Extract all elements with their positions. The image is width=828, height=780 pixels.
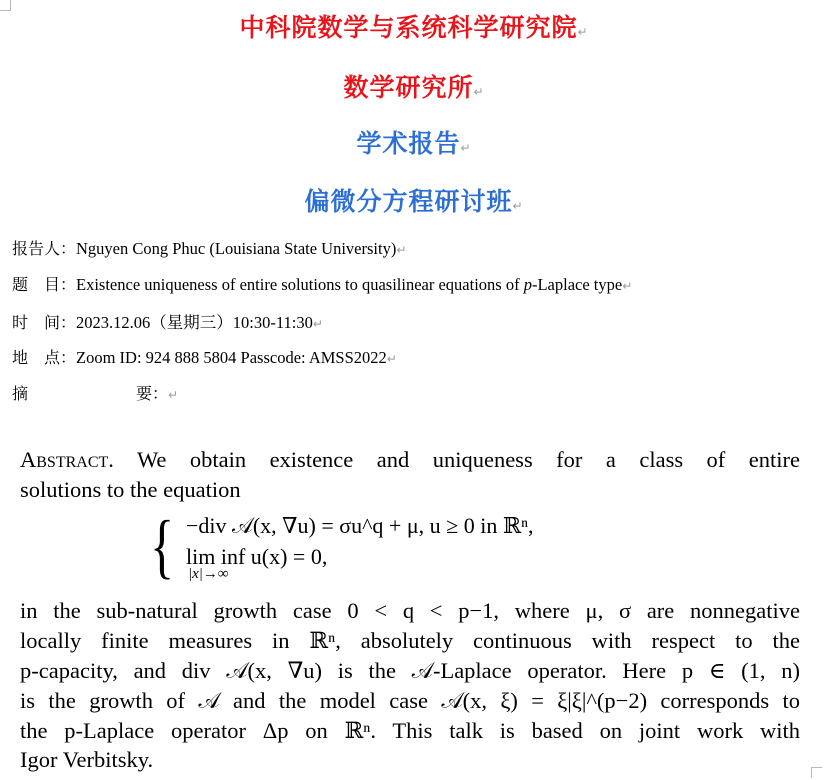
paragraph-mark-icon: ↵	[396, 243, 407, 257]
paragraph-mark-icon: ↵	[386, 352, 397, 366]
abstract-label-line	[12, 381, 178, 404]
abstract-heading: Abstract.	[20, 447, 114, 472]
abstract-line-6: is the growth of 𝒜 and the model case 𝒜(x, ξ) = ξ|ξ|^(p−2) corresponds to	[20, 688, 800, 713]
abstract-line-1: Abstract. We obtain existence and uniqueness for a class of entire	[20, 447, 800, 472]
report-type-heading: 学术报告↵	[356, 129, 472, 158]
abstract-label-a: 摘	[12, 384, 29, 403]
page-corner-mark	[811, 767, 822, 778]
title-line	[12, 272, 632, 295]
paragraph-mark-icon: ↵	[460, 141, 472, 155]
abstract-line-5: p-capacity, and div 𝒜(x, ∇u) is the 𝒜-Laplace operator. Here p ∈ (1, n)	[20, 658, 800, 683]
speaker-value: Nguyen Cong Phuc (Louisiana State University)	[76, 239, 397, 258]
department-heading: 数学研究所↵	[343, 73, 485, 102]
speaker-line	[12, 236, 406, 259]
paragraph-mark-icon: ↵	[168, 388, 179, 402]
time-label: 时 间：	[12, 313, 77, 332]
time-value: 2023.12.06（星期三）10:30-11:30	[76, 313, 313, 332]
paragraph-mark-icon: ↵	[473, 85, 485, 99]
abstract-line-8: Igor Verbitsky.	[20, 747, 154, 772]
title-label: 题 目：	[12, 275, 77, 294]
equation-line-2: lim inf u(x) = 0,	[186, 544, 328, 569]
title-value-pre: Existence uniqueness of entire solutions to quasilinear equations of	[76, 275, 524, 294]
paragraph-mark-icon: ↵	[312, 317, 323, 331]
paragraph-mark-icon: ↵	[577, 25, 589, 39]
place-label: 地 点：	[12, 348, 77, 367]
seminar-heading: 偏微分方程研讨班↵	[304, 187, 524, 216]
abstract-line-2: solutions to the equation	[20, 477, 241, 502]
abstract-line-3: in the sub-natural growth case 0 < q < p−1, where μ, σ are nonnegative	[20, 598, 800, 623]
place-value: Zoom ID: 924 888 5804 Passcode: AMSS2022	[76, 348, 387, 367]
place-line	[12, 345, 397, 368]
equation-brace: {	[150, 506, 175, 586]
title-value-p: p	[523, 275, 532, 294]
abstract-line-4: locally finite measures in ℝⁿ, absolutely continuous with respect to the	[20, 628, 800, 653]
abstract-label-b: 要：	[136, 384, 169, 403]
time-line	[12, 309, 323, 333]
equation-line-1: −div 𝒜(x, ∇u) = σu^q + μ, u ≥ 0 in ℝⁿ,	[186, 513, 534, 538]
title-value-post: -Laplace type	[531, 275, 623, 294]
paragraph-mark-icon: ↵	[622, 279, 633, 293]
abstract-line-7: the p-Laplace operator Δp on ℝⁿ. This talk is based on joint work with	[20, 718, 800, 743]
speaker-label: 报告人：	[12, 239, 77, 258]
equation-limit-subscript: |x|→∞	[188, 566, 229, 582]
institute-heading: 中科院数学与系统科学研究院↵	[239, 13, 589, 42]
paragraph-mark-icon: ↵	[512, 199, 524, 213]
